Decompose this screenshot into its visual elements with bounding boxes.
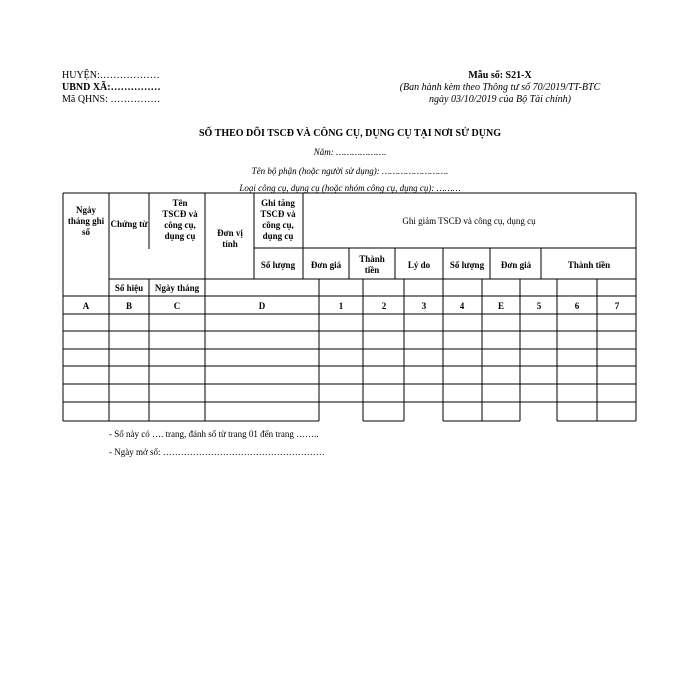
district-label: HUYỆN:………………: [62, 70, 160, 81]
code-cell: 6: [574, 301, 580, 311]
sub-date: Ngày tháng: [154, 283, 200, 293]
page-title: SỔ THEO DÕI TSCĐ VÀ CÔNG CỤ, DỤNG CỤ TẠI NƠI SỬ DỤNG: [199, 128, 501, 139]
code-cell: 7: [614, 301, 620, 311]
form-number: Mẫu số: S21-X: [468, 70, 532, 81]
code-cell: C: [173, 301, 181, 311]
footer-open-date: - Ngày mở sổ: ………………………………………………: [109, 447, 325, 457]
code-cell: A: [82, 301, 90, 311]
issued-by-line2: ngày 03/10/2019 của Bộ Tài chính): [429, 94, 571, 105]
sub-reason: Lý do: [407, 260, 431, 270]
code-cell: E: [497, 301, 505, 311]
code-cell: B: [125, 301, 133, 311]
sub-qty2: Số lượng: [449, 260, 485, 270]
sub-price2: Đơn giá: [500, 260, 532, 270]
department-line: Tên bộ phận (hoặc người sử dụng): …………………….: [251, 166, 449, 176]
code-cell: D: [258, 301, 266, 311]
year-line: Năm: ……………….: [313, 147, 387, 157]
sub-amount: Thành tiền: [359, 254, 385, 275]
footer-pages: - Sổ này có …. trang, đánh số từ trang 01 đến trang ……..: [109, 429, 319, 439]
code-cell: 5: [536, 301, 542, 311]
header-voucher: Chứng từ: [110, 219, 148, 229]
header-date: Ngày tháng ghi sổ: [67, 205, 105, 237]
sub-price: Đơn giá: [310, 260, 342, 270]
qhns-label: Mã QHNS: ……………: [62, 94, 161, 105]
tool-type-line: Loại công cụ, dụng cụ (hoặc nhóm công cụ, dụng cụ): ………: [239, 183, 461, 193]
header-decrease: Ghi giảm TSCĐ và công cụ, dụng cụ: [402, 216, 536, 226]
sub-qty: Số lượng: [260, 260, 296, 270]
code-cell: 2: [381, 301, 387, 311]
commune-label: UBND XÃ:……………: [62, 82, 161, 93]
sub-amount2: Thành tiền: [567, 260, 611, 270]
code-row: [83, 301, 620, 311]
issued-by-line1: (Ban hành kèm theo Thông tư số 70/2019/TT-BTC: [399, 82, 601, 93]
header-unit: Đơn vị tính: [217, 228, 243, 249]
code-cell: 3: [421, 301, 427, 311]
code-cell: 1: [338, 301, 344, 311]
sub-number: Số hiệu: [114, 283, 144, 293]
code-cell: 4: [459, 301, 465, 311]
header-increase: Ghi tăng TSCĐ và công cụ, dụng cụ: [260, 198, 296, 241]
header-name: Tên TSCĐ và công cụ, dụng cụ: [162, 198, 198, 241]
